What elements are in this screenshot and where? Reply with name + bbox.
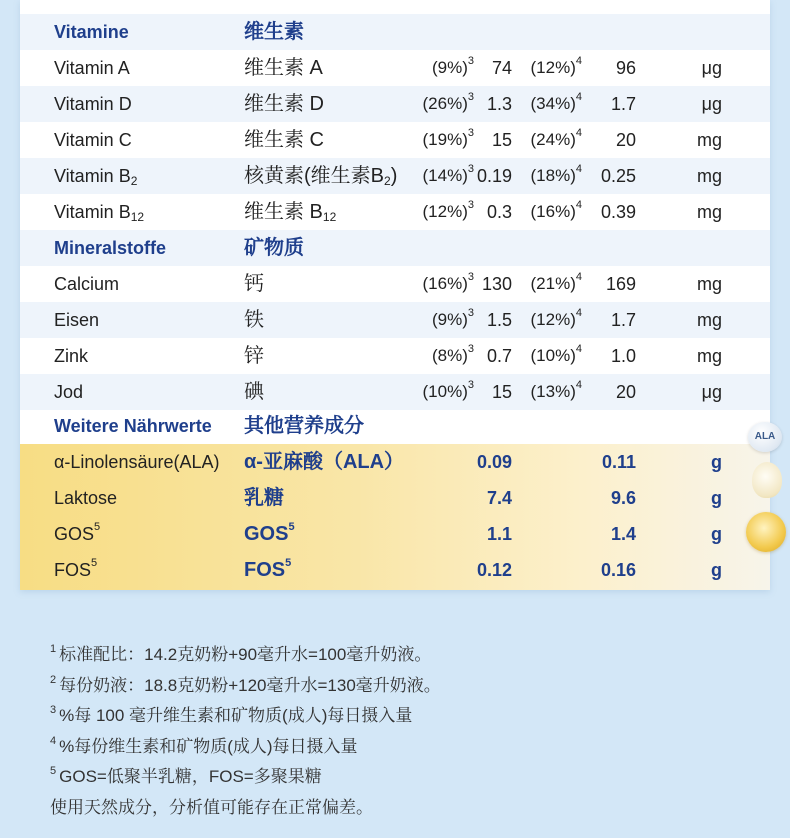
section-title-de: Vitamine [54, 22, 129, 42]
daily-percent-100ml: $(9\%)^3$ [431, 307, 474, 329]
section-title-cn: 其他营养成分 [244, 415, 364, 437]
section-title-de: Weitere Nährwerte [54, 416, 212, 436]
daily-percent-serving: $(12\%)^4$ [530, 307, 582, 329]
table-row [20, 266, 770, 302]
daily-percent-serving: $(12\%)^4$ [530, 55, 582, 77]
table-row [20, 552, 770, 588]
milk-drop-icon [752, 462, 782, 498]
nutrient-name-de: α-Linolensäure(ALA) [54, 452, 220, 472]
table-row [20, 374, 770, 410]
nutrient-name-cn: 锌 [244, 345, 264, 367]
nutrient-name-de: FOS$^5$ [54, 557, 98, 580]
nutrient-name-de: Eisen [54, 310, 100, 330]
value-per-serving: 9.6 [610, 488, 636, 508]
value-per-serving: 0.39 [600, 202, 636, 222]
value-per-100ml: 15 [491, 382, 512, 402]
section-title-de: Mineralstoffe [54, 238, 167, 258]
table-row [20, 86, 770, 122]
daily-percent-serving: $(13\%)^4$ [530, 379, 582, 401]
footnote: $^3$ %每 100 毫升维生素和矿物质(成人)每日摄入量 [50, 704, 413, 725]
value-per-serving: 169 [605, 274, 636, 294]
nutrient-name-de: Vitamin D [54, 94, 132, 114]
nutrient-name-cn: 铁 [244, 309, 264, 331]
nutrient-name-de: Zink [54, 346, 89, 366]
daily-percent-100ml: $(16\%)^3$ [422, 271, 474, 293]
table-row [20, 480, 770, 516]
unit: μg [701, 94, 722, 114]
unit: g [711, 452, 722, 472]
nutrient-name-cn: GOS$^5$ [244, 521, 295, 545]
value-per-serving: 1.4 [610, 524, 636, 544]
section-header-vitamins [20, 14, 770, 50]
nutrient-name-cn: 乳糖 [244, 487, 284, 509]
daily-percent-100ml: $(19\%)^3$ [422, 127, 474, 149]
daily-percent-100ml: $(26\%)^3$ [422, 91, 474, 113]
value-per-100ml: 1.1 [486, 524, 512, 544]
value-per-100ml: 0.3 [486, 202, 512, 222]
footnote: $^2$ 每份奶液：18.8克奶粉+120毫升水=130毫升奶液。 [50, 673, 441, 695]
value-per-100ml: 130 [481, 274, 512, 294]
value-per-serving: 20 [615, 382, 636, 402]
section-title-cn: 矿物质 [244, 237, 304, 259]
daily-percent-serving: $(34\%)^4$ [530, 91, 582, 113]
nutrient-name-cn: 核黄素(维生素$B_2$) [244, 165, 398, 188]
value-per-100ml: 15 [491, 130, 512, 150]
value-per-serving: 96 [615, 58, 636, 78]
unit: mg [696, 166, 722, 186]
daily-percent-100ml: $(8\%)^3$ [431, 343, 474, 365]
gold-seal-icon [746, 512, 786, 552]
table-row [20, 122, 770, 158]
value-per-serving: 1.7 [610, 310, 636, 330]
daily-percent-100ml: $(10\%)^3$ [422, 379, 474, 401]
value-per-serving: 0.16 [600, 560, 636, 580]
unit: mg [696, 202, 722, 222]
table-row [20, 194, 770, 230]
nutrient-name-cn: 维生素 A [244, 57, 323, 79]
nutrient-name-cn: α-亚麻酸（ALA） [244, 451, 405, 473]
footnote: $^5$ GOS=低聚半乳糖，FOS=多聚果糖 [50, 765, 322, 786]
nutrient-name-cn: 钙 [244, 273, 264, 295]
value-per-serving: 0.11 [601, 452, 636, 472]
daily-percent-serving: $(16\%)^4$ [530, 199, 582, 221]
unit: μg [701, 58, 722, 78]
value-per-100ml: 1.5 [486, 310, 512, 330]
section-header-other [20, 408, 770, 444]
nutrient-name-cn: 维生素 C [244, 129, 324, 151]
nutrient-name-de: GOS$^5$ [54, 521, 101, 544]
unit: μg [701, 382, 722, 402]
table-row [20, 50, 770, 86]
nutrient-name-de: Vitamin C [54, 130, 132, 150]
unit: mg [696, 274, 722, 294]
unit: mg [696, 346, 722, 366]
footnote: 使用天然成分，分析值可能存在正常偏差。 [50, 797, 373, 817]
section-header-minerals [20, 230, 770, 266]
unit: g [711, 560, 722, 580]
value-per-100ml: 74 [491, 58, 512, 78]
unit: mg [696, 310, 722, 330]
nutrient-name-de: Vitamin A [54, 58, 130, 78]
unit: mg [696, 130, 722, 150]
footnote: $^4$ %每份维生素和矿物质(成人)每日摄入量 [50, 734, 358, 756]
daily-percent-serving: $(18\%)^4$ [530, 163, 582, 185]
nutrient-name-de: Vitamin $B_{12}$ [54, 202, 145, 224]
value-per-100ml: 0.7 [486, 346, 512, 366]
value-per-100ml: 0.19 [476, 166, 512, 186]
table-row [20, 158, 770, 194]
value-per-100ml: 0.09 [476, 452, 512, 472]
ala-badge-icon: ALA [748, 422, 782, 452]
value-per-100ml: 7.4 [486, 488, 512, 508]
nutrient-name-de: Jod [54, 382, 84, 402]
value-per-serving: 20 [615, 130, 636, 150]
unit: g [711, 524, 722, 544]
value-per-serving: 0.25 [600, 166, 636, 186]
nutrient-name-de: Calcium [54, 274, 120, 294]
nutrient-name-de: Laktose [54, 488, 118, 508]
value-per-serving: 1.0 [610, 346, 636, 366]
footnotes [50, 640, 750, 823]
table-row [20, 444, 770, 480]
value-per-100ml: 1.3 [486, 94, 512, 114]
nutrient-name-cn: 维生素 $B_{12}$ [244, 201, 337, 224]
daily-percent-100ml: $(9\%)^3$ [431, 55, 474, 77]
nutrient-name-de: Vitamin $B_2$ [54, 166, 138, 188]
value-per-100ml: 0.12 [476, 560, 512, 580]
table-row [20, 338, 770, 374]
nutrient-name-cn: 维生素 D [244, 93, 324, 115]
daily-percent-100ml: $(12\%)^3$ [422, 199, 474, 221]
value-per-serving: 1.7 [610, 94, 636, 114]
unit: g [711, 488, 722, 508]
table-row [20, 516, 770, 552]
footnote: $^1$ 标准配比：14.2克奶粉+90毫升水=100毫升奶液。 [50, 643, 432, 664]
table-row [20, 302, 770, 338]
nutrient-name-cn: FOS$^5$ [244, 557, 292, 581]
daily-percent-100ml: $(14\%)^3$ [422, 163, 474, 185]
daily-percent-serving: $(24\%)^4$ [530, 127, 582, 149]
nutrient-name-cn: 碘 [244, 381, 264, 403]
daily-percent-serving: $(21\%)^4$ [530, 271, 582, 293]
daily-percent-serving: $(10\%)^4$ [530, 343, 582, 365]
section-title-cn: 维生素 [244, 21, 304, 43]
